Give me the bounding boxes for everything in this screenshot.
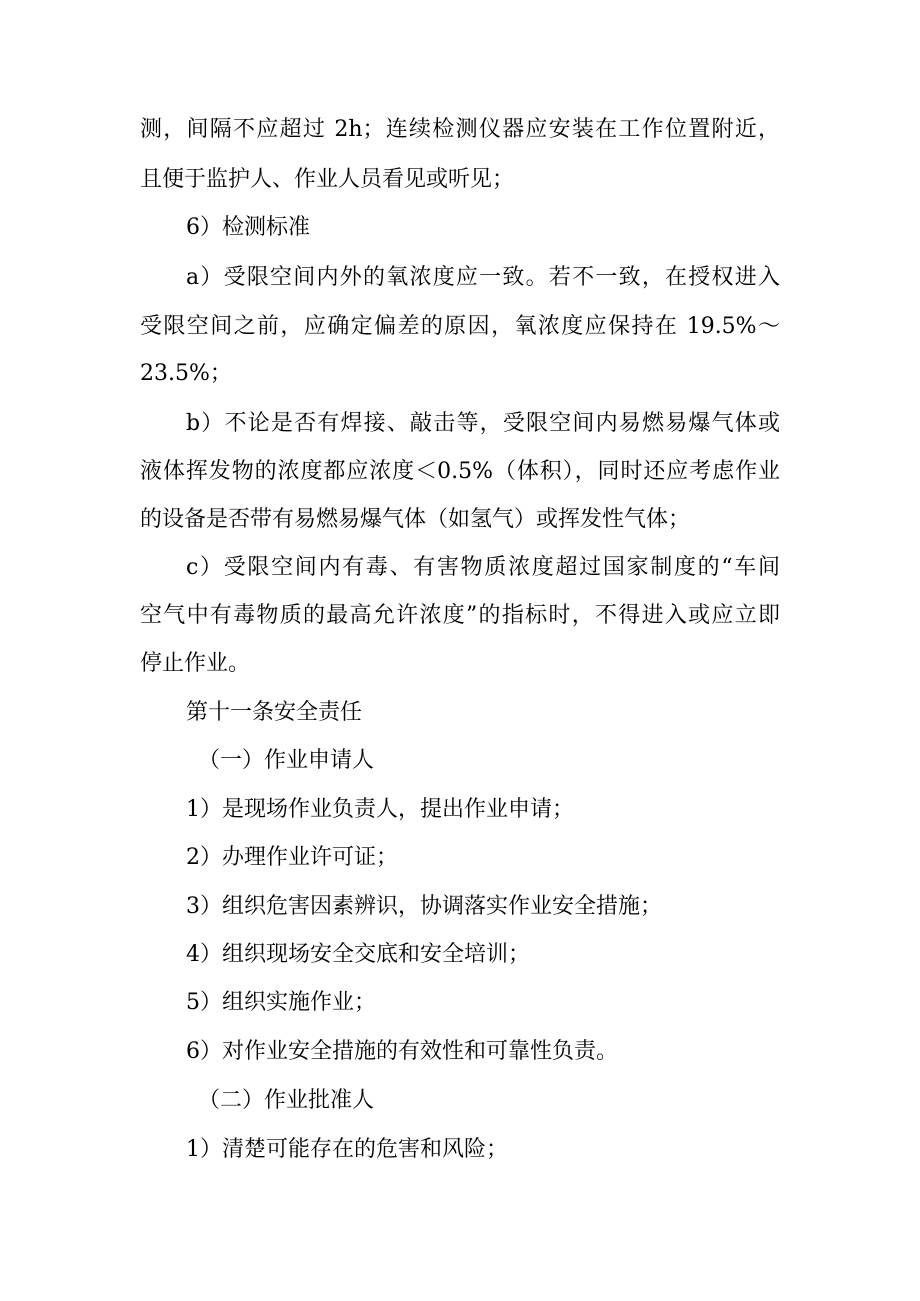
text-line-content: a）受限空间内外的氧浓度应一致。若不一致，在授权进入 (186, 265, 780, 290)
text-line (0, 505, 920, 535)
subsection-heading-text: （一）作业申请人 (198, 748, 375, 773)
text-line-content: 且便于监护人、作业人员看见或听见； (140, 167, 515, 192)
text-line-content: b）不论是否有焊接、敲击等，受限空间内易燃易爆气体或 (186, 411, 780, 436)
text-line-content: 测，间隔不应超过 2h；连续检测仪器应安装在工作位置附近， (140, 117, 780, 142)
subsection-heading (0, 1086, 920, 1116)
list-item (0, 1135, 920, 1165)
text-line (0, 409, 920, 439)
list-item (0, 892, 920, 922)
list-item-text: 6）对作业安全措施的有效性和可靠性负责。 (186, 1039, 618, 1064)
text-line (0, 115, 920, 145)
list-item (0, 843, 920, 873)
subsection-heading (0, 746, 920, 776)
list-item (0, 988, 920, 1018)
text-line-content: 受限空间之前，应确定偏差的原因，氧浓度应保持在 19.5%～ (140, 314, 780, 339)
subheading-text: 6）检测标准 (186, 215, 310, 240)
text-line (0, 553, 920, 583)
section-heading-text: 第十一条安全责任 (186, 700, 363, 725)
text-line-content: 液体挥发物的浓度都应浓度＜0.5%（体积），同时还应考虑作业 (140, 459, 780, 484)
text-line-content: 空气中有毒物质的最高允许浓度”的指标时，不得进入或应立即 (140, 603, 780, 628)
text-line (0, 263, 920, 293)
text-line-content: 的设备是否带有易燃易爆气体（如氢气）或挥发性气体； (140, 507, 691, 532)
section-heading (0, 698, 920, 728)
text-line (0, 601, 920, 631)
list-item-text: 2）办理作业许可证； (186, 845, 398, 870)
list-item-text: 4）组织现场安全交底和安全培训； (186, 942, 530, 967)
text-line (0, 359, 920, 389)
list-item-text: 3）组织危害因素辨识，协调落实作业安全措施； (186, 894, 662, 919)
text-line (0, 457, 920, 487)
text-line (0, 649, 920, 679)
subheading (0, 213, 920, 243)
list-item (0, 795, 920, 825)
subsection-heading-text: （二）作业批准人 (198, 1088, 375, 1113)
text-line (0, 165, 920, 195)
text-line-content: c）受限空间内有毒、有害物质浓度超过国家制度的“车间 (186, 555, 780, 580)
text-line (0, 312, 920, 342)
list-item (0, 940, 920, 970)
text-line-content: 23.5%； (140, 361, 232, 386)
list-item-text: 5）组织实施作业； (186, 990, 376, 1015)
list-item-text: 1）是现场作业负责人，提出作业申请； (186, 797, 574, 822)
text-line-content: 停止作业。 (140, 651, 251, 676)
list-item (0, 1037, 920, 1067)
list-item-text: 1）清楚可能存在的危害和风险； (186, 1137, 508, 1162)
